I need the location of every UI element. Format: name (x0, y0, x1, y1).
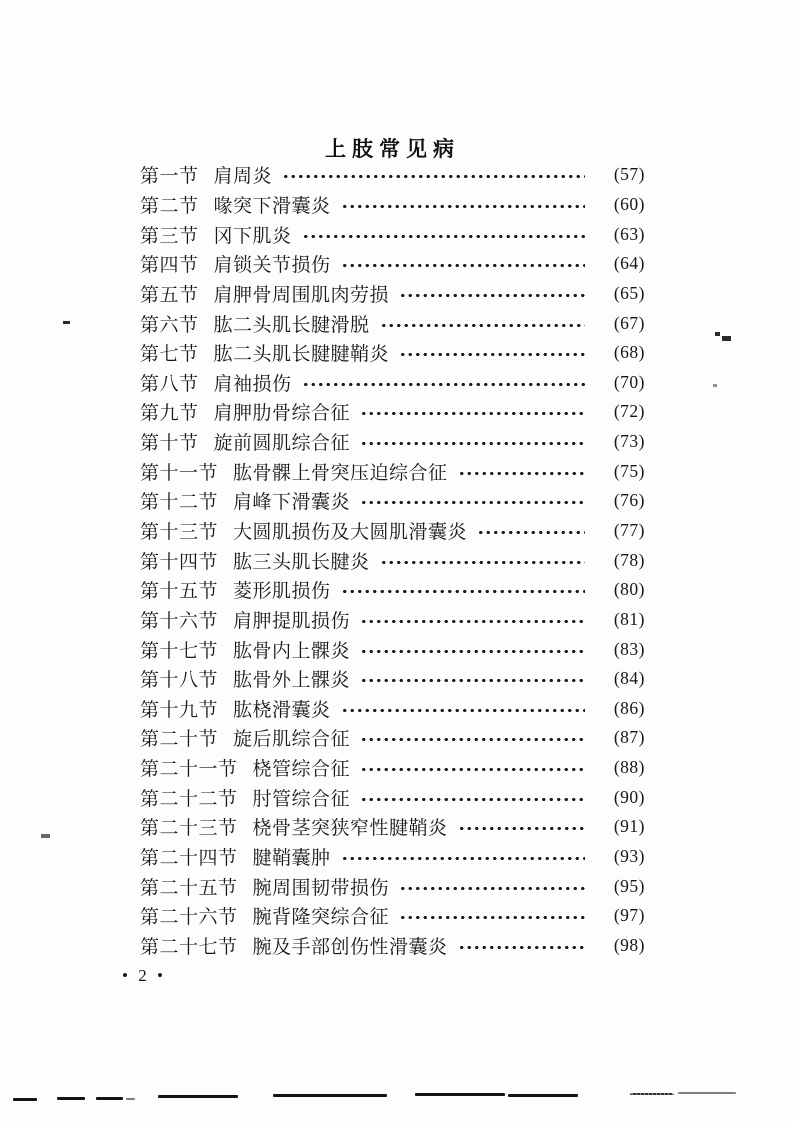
dotted-leader (302, 234, 585, 239)
toc-section-label: 第十一节 (140, 462, 219, 484)
toc-entry-title: 肘管综合征 (252, 788, 351, 810)
toc-section-label: 第二十六节 (140, 907, 238, 929)
toc-page-number: (81) (613, 608, 645, 629)
toc-entry-title: 腱鞘囊肿 (252, 848, 331, 870)
toc-entry-title: 肩胛肋骨综合征 (213, 403, 351, 425)
footer-page-number: • 2 • (122, 966, 166, 985)
scan-artifact-line (273, 1094, 387, 1097)
toc-page-number: (63) (613, 223, 645, 244)
toc-entry-title: 桡骨茎突狭窄性腱鞘炎 (252, 818, 448, 840)
toc-entry (140, 486, 645, 516)
toc-section-label: 第二十三节 (140, 818, 238, 840)
toc-entry-title: 旋前圆肌综合征 (213, 433, 351, 455)
scan-speck (41, 834, 50, 838)
toc-entry-title: 冈下肌炎 (213, 225, 292, 247)
dotted-leader (360, 619, 585, 624)
toc-page-number: (83) (613, 638, 645, 659)
toc-section-label: 第十六节 (140, 610, 219, 632)
toc-entry (140, 605, 645, 635)
dotted-leader (458, 826, 585, 831)
toc-entry-title: 腕周围韧带损伤 (252, 877, 390, 899)
toc-page-number: (95) (613, 875, 645, 896)
toc-entry-title: 菱形肌损伤 (233, 581, 331, 603)
dotted-leader (360, 678, 585, 683)
dotted-leader (399, 352, 585, 357)
dotted-leader (341, 204, 585, 209)
dotted-leader (341, 708, 585, 713)
scan-speck (713, 384, 717, 387)
toc-list (140, 160, 645, 960)
dotted-leader (360, 411, 585, 416)
scan-speck (63, 321, 70, 324)
toc-entry-title: 肩袖损伤 (213, 373, 292, 395)
toc-section-label: 第二十一节 (140, 759, 238, 781)
toc-entry (140, 367, 645, 397)
toc-entry-title: 喙突下滑囊炎 (213, 195, 331, 217)
toc-section-label: 第一节 (140, 166, 199, 188)
toc-entry (140, 456, 645, 486)
toc-entry (140, 338, 645, 368)
dotted-leader (360, 500, 585, 505)
dotted-leader (341, 589, 585, 594)
toc-page-number: (64) (613, 253, 645, 274)
toc-entry-title: 肱骨内上髁炎 (233, 640, 351, 662)
dotted-leader (341, 856, 585, 861)
toc-entry-title: 肱桡滑囊炎 (233, 699, 331, 721)
toc-section-label: 第十九节 (140, 699, 219, 721)
toc-section-label: 第十二节 (140, 492, 219, 514)
toc-section-label: 第五节 (140, 284, 199, 306)
toc-section-label: 第二十五节 (140, 877, 238, 899)
toc-entry (140, 782, 645, 812)
toc-entry (140, 901, 645, 931)
toc-entry (140, 812, 645, 842)
scan-artifact-line (96, 1097, 123, 1100)
toc-page-number: (65) (613, 282, 645, 303)
dotted-leader (477, 530, 585, 535)
toc-entry-title: 腕背隆突综合征 (252, 907, 390, 929)
toc-section-label: 第二十二节 (140, 788, 238, 810)
toc-page-number: (72) (613, 401, 645, 422)
toc-entry-title: 肩周炎 (213, 166, 273, 188)
toc-entry-title: 肱三头肌长腱炎 (233, 551, 370, 573)
toc-page-number: (73) (613, 431, 645, 452)
dotted-leader (360, 797, 585, 802)
toc-page-number: (93) (613, 846, 645, 867)
toc-section-label: 第十节 (140, 433, 199, 455)
toc-entry (140, 694, 645, 724)
toc-entry (140, 516, 645, 546)
toc-entry-title: 肩峰下滑囊炎 (233, 492, 351, 514)
toc-page-number: (84) (613, 668, 645, 689)
toc-section-label: 第十八节 (140, 670, 219, 692)
toc-entry (140, 664, 645, 694)
toc-section-label: 第三节 (140, 225, 199, 247)
toc-entry (140, 249, 645, 279)
dotted-leader (399, 293, 585, 298)
toc-page-number: (87) (613, 727, 645, 748)
scan-artifact-line (126, 1098, 135, 1100)
dotted-leader (380, 560, 585, 565)
toc-entry-title: 肩锁关节损伤 (213, 255, 331, 277)
dotted-leader (302, 382, 585, 387)
page-title: 上肢常见病 (325, 137, 460, 161)
toc-entry (140, 427, 645, 457)
toc-page-number: (76) (613, 490, 645, 511)
scan-artifact-line (678, 1092, 736, 1094)
toc-entry (140, 753, 645, 783)
toc-section-label: 第二十四节 (140, 848, 238, 870)
toc-entry-title: 旋后肌综合征 (233, 729, 351, 751)
scan-artifact-line (57, 1097, 85, 1100)
dotted-leader (282, 174, 585, 179)
toc-section-label: 第十四节 (140, 551, 219, 573)
toc-section-label: 第六节 (140, 314, 199, 336)
toc-entry (140, 190, 645, 220)
toc-entry-title: 腕及手部创伤性滑囊炎 (252, 936, 448, 958)
toc-section-label: 第二十节 (140, 729, 219, 751)
toc-section-label: 第九节 (140, 403, 199, 425)
toc-section-label: 第二节 (140, 195, 199, 217)
toc-entry-title: 肩胛骨周围肌肉劳损 (213, 284, 390, 306)
scan-artifact-line (158, 1095, 238, 1098)
toc-page-number: (67) (613, 312, 645, 333)
scan-artifact-line (630, 1093, 674, 1095)
toc-entry (140, 279, 645, 309)
dotted-leader (341, 263, 585, 268)
toc-entry-title: 肱骨髁上骨突压迫综合征 (233, 462, 448, 484)
toc-page-number: (75) (613, 460, 645, 481)
dotted-leader (360, 649, 585, 654)
toc-page-number: (60) (613, 193, 645, 214)
toc-entry (140, 308, 645, 338)
dotted-leader (360, 737, 585, 742)
dotted-leader (360, 767, 585, 772)
toc-page-number: (77) (613, 520, 645, 540)
dotted-leader (458, 945, 585, 950)
toc-entry (140, 219, 645, 249)
toc-entry (140, 160, 645, 190)
dotted-leader (458, 471, 585, 476)
toc-section-label: 第四节 (140, 255, 199, 277)
dotted-leader (380, 323, 585, 328)
toc-entry (140, 575, 645, 605)
toc-page-number: (91) (613, 816, 645, 837)
toc-entry (140, 545, 645, 575)
toc-section-label: 第十七节 (140, 640, 219, 662)
scan-artifact-line (415, 1093, 505, 1096)
scan-speck (715, 332, 720, 336)
toc-page-number: (86) (613, 697, 645, 718)
scan-artifact-line (508, 1094, 578, 1097)
toc-entry (140, 397, 645, 427)
toc-entry-title: 肱二头肌长腱滑脱 (213, 314, 370, 336)
toc-page-number: (80) (613, 579, 645, 600)
toc-page-number: (78) (613, 549, 645, 570)
toc-entry (140, 931, 645, 961)
dotted-leader (399, 886, 585, 891)
dotted-leader (399, 915, 585, 920)
toc-page-number: (97) (613, 905, 645, 926)
toc-page-number: (90) (613, 786, 645, 807)
toc-page-number: (68) (613, 342, 645, 363)
toc-entry (140, 871, 645, 901)
toc-page-number: (88) (613, 757, 645, 778)
scan-artifact-line (13, 1098, 37, 1101)
toc-entry-title: 桡管综合征 (252, 759, 351, 781)
toc-entry-title: 肱骨外上髁炎 (233, 670, 351, 692)
toc-entry (140, 723, 645, 753)
toc-section-label: 第七节 (140, 344, 199, 366)
toc-entry-title: 大圆肌损伤及大圆肌滑囊炎 (233, 522, 468, 543)
toc-section-label: 第十五节 (140, 581, 219, 603)
toc-section-label: 第二十七节 (140, 936, 238, 958)
toc-page-number: (57) (613, 164, 645, 185)
toc-page-number: (70) (613, 371, 645, 392)
toc-section-label: 第十三节 (140, 522, 219, 543)
toc-page-number: (98) (613, 934, 645, 955)
toc-section-label: 第八节 (140, 373, 199, 395)
toc-entry-title: 肩胛提肌损伤 (233, 610, 351, 632)
scan-speck (722, 336, 731, 341)
toc-entry-title: 肱二头肌长腱腱鞘炎 (213, 344, 390, 366)
dotted-leader (360, 441, 585, 446)
toc-entry (140, 842, 645, 872)
toc-entry (140, 634, 645, 664)
